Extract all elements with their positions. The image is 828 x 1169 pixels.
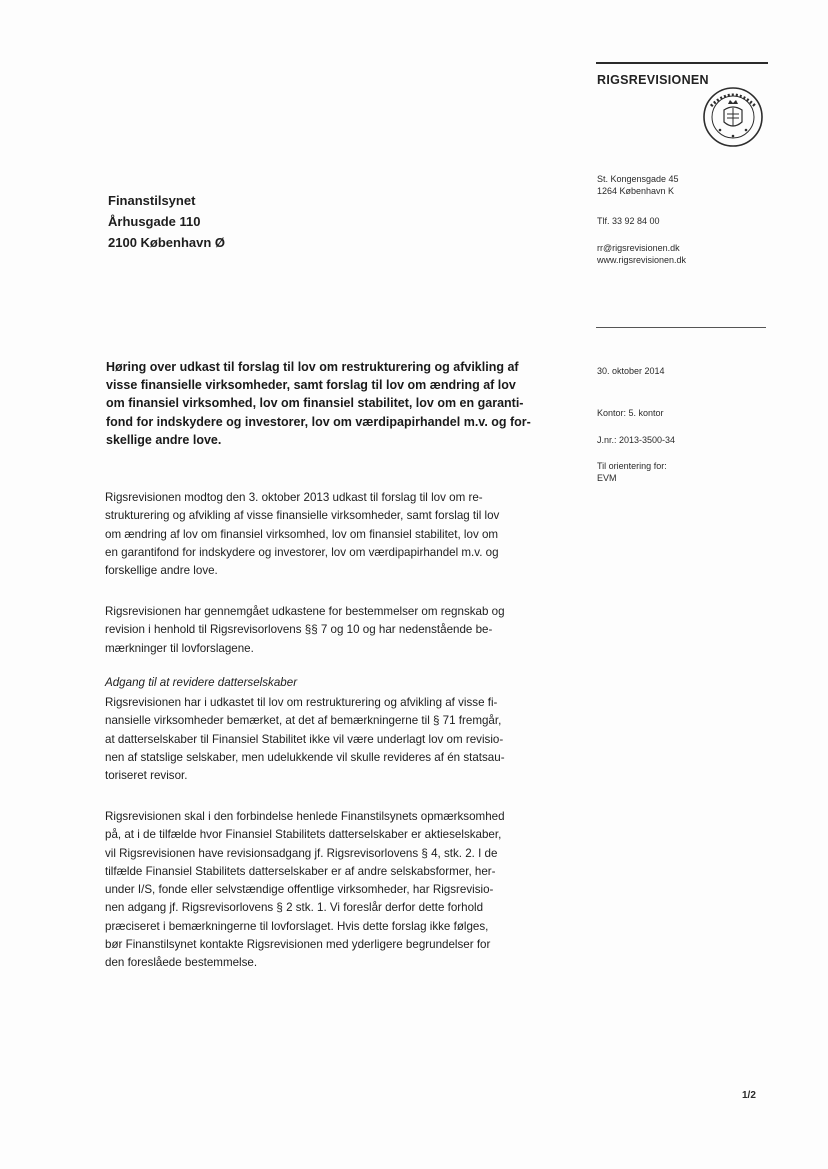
text-line: at datterselskaber til Finansiel Stabilitet ikke vil være underlagt lov om revisio-: [105, 732, 504, 746]
info-recipient: [597, 460, 667, 484]
text-line: tilfælde Finansiel Stabilitets datterselskaber er af andre selskabsformer, her-: [105, 864, 496, 878]
text-line: nen af statslige selskaber, men udelukkende vil skulle revideres af én statsau-: [105, 750, 505, 764]
letter-subject: [106, 358, 576, 449]
section-heading: Adgang til at revidere datterselskaber: [105, 676, 298, 689]
letter-date: 30. oktober 2014: [597, 366, 665, 376]
sender-website-link[interactable]: www.rigsrevisionen.dk: [597, 255, 687, 265]
letterhead-top-rule: [596, 62, 768, 64]
text-line: den foreslåede bestemmelse.: [105, 956, 258, 970]
sender-email-link[interactable]: rr@rigsrevisionen.dk: [597, 243, 680, 253]
sender-contact: [597, 242, 686, 266]
text-line: Rigsrevisionen skal i den forbindelse henlede Finanstilsynets opmærksomhed: [105, 810, 505, 823]
subject-line: om finansiel virksomhed, lov om finansiel stabilitet, lov om en garanti-: [106, 396, 524, 411]
recipient-address: [108, 190, 225, 253]
text-line: Rigsrevisionen har gennemgået udkastene for bestemmelser om regnskab og: [105, 605, 505, 618]
text-line: en garantifond for indskydere og investorer, lov om værdipapirhandel m.v. og: [105, 545, 499, 559]
text-line: mærkninger til lovforslagene.: [105, 641, 254, 655]
folketinget-seal-icon: [702, 86, 764, 148]
text-line: strukturering og afvikling af visse finansielle virksomheder, samt forslag til lov: [105, 509, 500, 523]
journal-number: J.nr.: 2013-3500-34: [597, 435, 676, 445]
paragraph-audit-access: [105, 808, 575, 973]
sender-phone: Tlf. 33 92 84 00: [597, 216, 660, 226]
organization-name: RIGSREVISIONEN: [597, 73, 709, 87]
info-label: Til orientering for:: [597, 461, 667, 471]
recipient-line: Århusgade 110: [108, 214, 201, 229]
text-line: Rigsrevisionen har i udkastet til lov om restrukturering og afvikling af visse fi-: [105, 696, 498, 709]
text-line: forskellige andre love.: [105, 564, 218, 578]
text-line: vil Rigsrevisionen have revisionsadgang jf. Rigsrevisorlovens § 4, stk. 2. I de: [105, 846, 498, 860]
text-line: under I/S, fonde eller selvstændige offentlige virksomheder, har Rigsrevisio-: [105, 883, 494, 897]
text-line: revision i henhold til Rigsrevisorlovens §§ 7 og 10 og har nedenstående be-: [105, 623, 493, 637]
text-line: på, at i de tilfælde hvor Finansiel Stabilitets datterselskaber er aktieselskaber,: [105, 828, 502, 842]
recipient-line: 2100 København Ø: [108, 235, 226, 250]
subject-line: skellige andre love.: [106, 432, 222, 447]
info-value: EVM: [597, 473, 617, 483]
sender-address-line: St. Kongensgade 45: [597, 174, 679, 184]
meta-divider: [596, 327, 766, 328]
subject-line: Høring over udkast til forslag til lov om restrukturering og afvikling af: [106, 360, 519, 374]
page-number: 1/2: [742, 1090, 756, 1101]
office-reference: Kontor: 5. kontor: [597, 408, 664, 418]
paragraph-receipt: [105, 489, 575, 580]
sender-address-line: 1264 København K: [597, 186, 675, 196]
paragraph-subsidiaries: [105, 694, 575, 785]
text-line: om ændring af lov om finansiel virksomhed, lov om finansiel stabilitet, lov om: [105, 527, 499, 541]
text-line: toriseret revisor.: [105, 769, 188, 783]
paragraph-review: [105, 603, 575, 658]
subject-line: fond for indskydere og investorer, lov om værdipapirhandel m.v. og for-: [106, 414, 531, 429]
text-line: præciseret i bemærkningerne til lovforslaget. Hvis dette forslag ikke følges,: [105, 919, 489, 933]
text-line: nen adgang jf. Rigsrevisorlovens § 2 stk. 1. Vi foreslår derfor dette forhold: [105, 901, 484, 915]
recipient-line: Finanstilsynet: [108, 193, 196, 208]
text-line: bør Finanstilsynet kontakte Rigsrevisionen med yderligere begrundelser for: [105, 938, 491, 952]
subject-line: visse finansielle virksomheder, samt forslag til lov om ændring af lov: [106, 378, 516, 393]
text-line: Rigsrevisionen modtog den 3. oktober 2013 udkast til forslag til lov om re-: [105, 491, 483, 504]
text-line: nansielle virksomheder bemærket, at det af bemærkningerne til § 71 fremgår,: [105, 714, 502, 728]
sender-address: [597, 173, 679, 197]
